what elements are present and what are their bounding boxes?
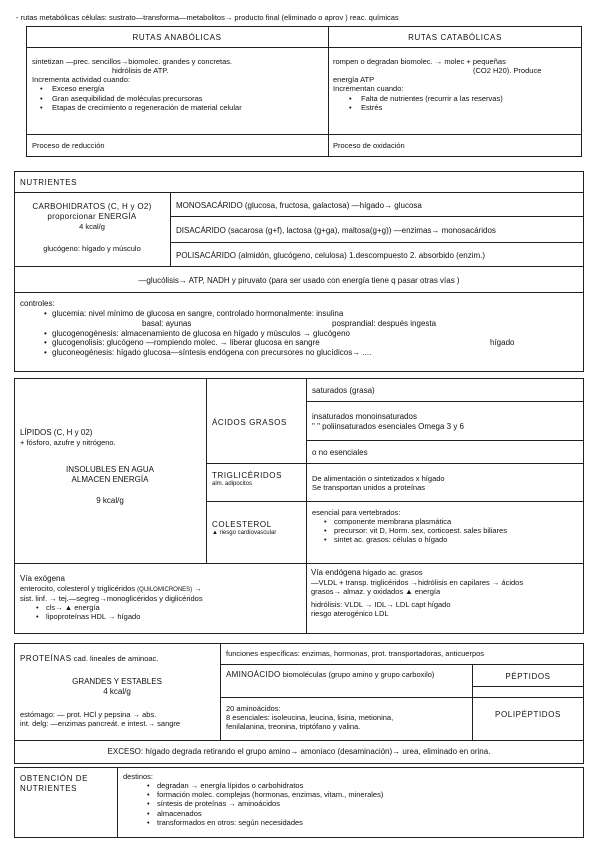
monosacarido: MONOSACÁRIDO (glucosa, fructosa, galactosa) —hígado→ glucosa: [176, 201, 422, 210]
glucogenolisis: • glucogenolisis: glucógeno —rompiendo molec. → liberar glucosa en sangre hígado: [42, 338, 578, 348]
obtencion-title: OBTENCIÓN DE NUTRIENTES: [20, 774, 89, 793]
destino-item: • formación molec. complejas (hormonas, enzimas, vitam., minerales): [145, 790, 383, 799]
gluconeogenesis: • gluconeogénesis: hígado glucosa—síntesis endógena con precursores no glucídicos→ ....: [42, 348, 578, 358]
anabolic-process: Proceso de reducción: [32, 141, 105, 150]
lipidos-insolubles: INSOLUBLES EN AGUA ALMACEN ENERGÍA 9 kcal/g: [65, 465, 155, 505]
polisacarido: POLISACÁRIDO (almidón, glucógeno, celulosa) 1.descompuesto 2. absorbido (enzim.): [176, 251, 486, 260]
anabolic-item: • Etapas de crecimiento o regeneración de material celular: [40, 103, 324, 112]
anabolic-desc: sintetizan —prec. sencillos→biomolec. grandes y concretas. hidrólisis de ATP. Incrementa actividad cuando: • Exceso energía • Gran asequibilidad de moléculas precursoras • Etapas de crecimiento o regeneración de material celular: [28, 55, 328, 114]
anabolic-item: • Exceso energía: [40, 84, 324, 93]
catabolic-desc: rompen o degradan biomolec. → molec + pequeñas (CO2 H20). Produce energía ATP Incrementan cuando: • Falta de nutrientes (recurrir a las reservas) • Estrés: [329, 55, 581, 114]
saturados: saturados (grasa): [312, 386, 375, 395]
destino-item: • síntesis de proteínas → aminoácidos: [145, 799, 383, 808]
glucogenogenesis: • glucogenogénesis: almacenamiento de glucosa en hígado y músculos → glucógeno: [42, 329, 578, 339]
lipidos-title: LÍPIDOS (C, H y 02) + fósforo, azufre y nitrógeno.: [20, 428, 116, 447]
nutrientes-title: NUTRIENTES: [20, 178, 78, 187]
basal: basal: ayunas: [142, 318, 192, 328]
destino-item: • degradan → energía lípidos o carbohidratos: [145, 781, 383, 790]
catabolic-process: Proceso de oxidación: [333, 141, 405, 150]
via-exogena: Vía exógena enterocito, colesterol y triglicéridos (QUILOMICRONES) → sist. linf. → tej.—segreg→monoglicéridos y diglicéridos • cls→ ▲ energía • lipoproteínas HDL → hígado: [16, 572, 306, 623]
trigliceridos-desc: De alimentación o sintetizados x hígado Se transportan unidos a proteínas: [312, 474, 445, 493]
destino-item: • transformados en otros: según necesidades: [145, 818, 383, 827]
colesterol-item: • sintet ac. grasos: células o hígado: [322, 535, 507, 544]
proteinas-digestion: estómago: — prot. HCl y pepsina → abs. int. delg: —enzimas pancreát. e intest.→ sangre: [20, 710, 181, 729]
aminoacidos-list: 20 aminoácidos: 8 esenciales: isoleucina, leucina, lisina, metionina, fenilalanina, treonina, triptófano y valina.: [226, 704, 394, 732]
posprandial: posprandial: después ingesta: [332, 318, 437, 328]
insaturados: insaturados monoinsaturados " " poliinsaturados esenciales Omega 3 y 6: [312, 412, 464, 431]
peptidos: PÉPTIDOS: [505, 672, 551, 681]
catabolic-title: RUTAS CATABÓLICAS: [408, 33, 502, 42]
colesterol: COLESTEROL ▲ riesgo cardiovascular: [212, 520, 277, 536]
anabolic-item: • Gran asequibilidad de moléculas precursoras: [40, 94, 324, 103]
acidos-grasos: ÁCIDOS GRASOS: [212, 418, 287, 427]
proteinas-grandes: GRANDES Y ESTABLES 4 kcal/g: [72, 677, 162, 696]
no-esenciales: o no esenciales: [312, 448, 368, 457]
trigliceridos: TRIGLICÉRIDOS alm. adipocitos: [212, 471, 283, 487]
exceso: EXCESO: hígado degrada retirando el grupo amino→ amoniaco (desaminación)→ urea, eliminado en orina.: [107, 747, 491, 756]
anabolic-title: RUTAS ANABÓLICAS: [132, 33, 222, 42]
via-endogena: Vía endógena hígado ac. grasos —VLDL + transp. triglicéridos →hidrólisis en capilares → ácidos grasos→ almaz. y oxidados ▲ energía hidrólisis: VLDL → IDL→ LDL capt hígado riesgo aterogénico LDL: [311, 568, 524, 619]
colesterol-item: • componente membrana plasmática: [322, 517, 507, 526]
controles: controles: • glucemia: nivel mínimo de glucosa en sangre, controlado hormonalmente: insulina basal: ayunas posprandial: después ingesta • glucogenogénesis: almacenamiento de glucosa en hígado y músculos → glucógeno • glucogenolisis: glucógeno —rompiendo molec. → liberar glucosa en sangre hígado • gluconeogénesis: hígado glucosa—síntesis endógena con precursores no glucídicos→ ....: [16, 297, 582, 360]
colesterol-item: • precursor: vit D, Horm. sex, corticoest. sales biliares: [322, 526, 507, 535]
exogena-item: • lipoproteínas HDL → hígado: [34, 612, 302, 621]
polipeptidos: POLIPÉPTIDOS: [495, 710, 561, 719]
colesterol-desc: esencial para vertebrados: • componente membrana plasmática • precursor: vit D, Horm. sex, corticoest. sales biliares • sintet ac. grasos: células o hígado: [308, 506, 511, 547]
catabolic-item: • Falta de nutrientes (recurrir a las reservas): [349, 94, 577, 103]
catabolic-item: • Estrés: [349, 103, 577, 112]
aminoacido: AMINOÁCIDO biomoléculas (grupo amino y grupo carboxilo): [226, 670, 435, 679]
intro-line: - rutas metabólicas células: sustrato—transforma—metabolitos→ producto final (eliminado o aprov ) reac. químicas: [16, 13, 399, 22]
proteinas-title: PROTEÍNAS cad. lineales de aminoac.: [20, 654, 159, 663]
funciones: funciones específicas: enzimas, hormonas, prot. transportadoras, anticuerpos: [226, 649, 485, 658]
glucolisis: —glucólisis→ ATP, NADH y piruvato (para ser usado con energía tiene q pasar otras vías ): [138, 276, 460, 285]
exogena-item: • cls→ ▲ energía: [34, 603, 302, 612]
glucemia: • glucemia: nivel mínimo de glucosa en sangre, controlado hormonalmente: insulina: [42, 309, 578, 319]
destinos: destinos: • degradan → energía lípidos o carbohidratos • formación molec. complejas (hormonas, enzimas, vitam., minerales) • síntesis de proteínas → aminoácidos • almacenados • transformados en otros: según necesidades: [119, 770, 387, 829]
destino-item: • almacenados: [145, 809, 383, 818]
disacarido: DISACÁRIDO (sacarosa (g+f), lactosa (g+ga), maltosa(g+g)) —enzimas→ monosacáridos: [176, 226, 496, 235]
carbohidratos-cell: CARBOHIDRATOS (C, H y O2) proporcionar ENERGÍA 4 kcal/g glucógeno: hígado y músculo: [32, 202, 152, 253]
